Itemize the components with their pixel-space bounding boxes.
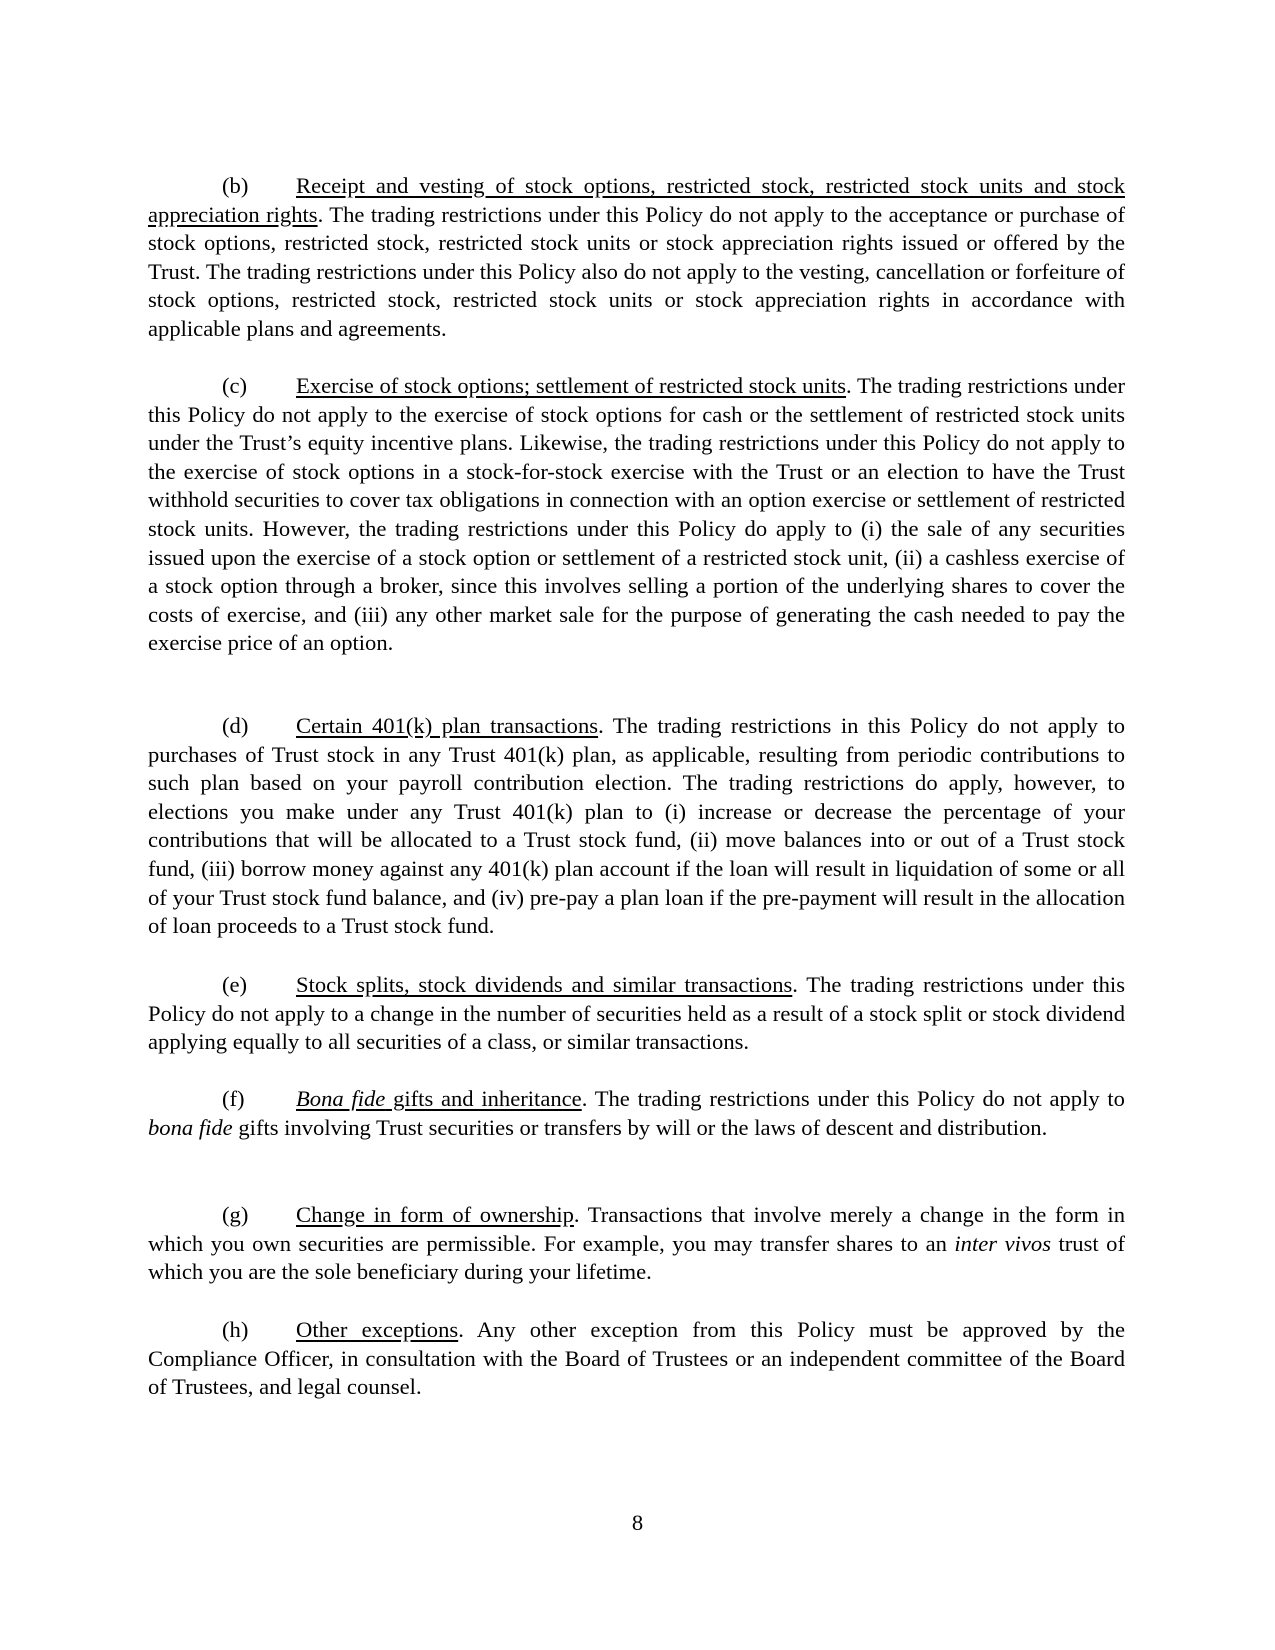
section-body: trust of which you are the sole beneficiary during your lifetime. bbox=[148, 1230, 1125, 1285]
section-marker: (f) bbox=[222, 1086, 245, 1111]
section-body: . The trading restrictions under this Policy do not apply to a change in the number of securities held as a result of a stock split or stock dividend applying equally to all securities of a class, or similar transactions. bbox=[148, 972, 1125, 1055]
section-body: . The trading restrictions under this Policy do not apply to the exercise of stock options for cash or the settlement of restricted stock units under the Trust’s equity incentive plans. Likewise, the trading restrictions under this Policy do not apply to the exercise of stock options in a stock-for-stock exercise with the Trust or an election to have the Trust withhold securities to cover tax obligations in connection with an option exercise or settlement of restricted stock units. However, the trading restrictions under this Policy do apply to (i) the sale of any securities issued upon the exercise of a stock option or settlement of a restricted stock unit, (ii) a cashless exercise of a stock option through a broker, since this involves selling a portion of the underlying shares to cover the costs of exercise, and (iii) any other market sale for the purpose of generating the cash needed to pay the exercise price of an option. bbox=[148, 373, 1126, 656]
section-body-italic: bona fide bbox=[148, 1114, 233, 1140]
section-e bbox=[148, 971, 1125, 1057]
section-body: . Any other exception from this Policy must be approved by the Compliance Officer, in consultation with the Board of Trustees or an independent committee of the Board of Trustees, and legal counsel. bbox=[148, 1317, 1125, 1400]
section-marker: (e) bbox=[222, 972, 248, 997]
section-marker: (b) bbox=[222, 173, 249, 198]
section-body-italic: inter vivos bbox=[954, 1230, 1051, 1256]
section-body-pre: . Transactions that involve merely a change in the form in which you own securities are permissible. For example, you may transfer shares to an bbox=[148, 1202, 1125, 1256]
section-b bbox=[148, 172, 1125, 344]
section-marker: (c) bbox=[222, 373, 248, 398]
section-heading: Stock splits, stock dividends and similar transactions bbox=[296, 972, 793, 997]
section-heading-text: gifts and inheritance bbox=[385, 1086, 582, 1111]
section-c bbox=[148, 372, 1125, 658]
section-marker: (h) bbox=[222, 1317, 249, 1342]
section-marker: (d) bbox=[222, 713, 249, 738]
section-heading: Certain 401(k) plan transactions bbox=[296, 713, 599, 738]
section-heading bbox=[296, 1086, 582, 1111]
section-h bbox=[148, 1316, 1125, 1402]
section-heading: Change in form of ownership bbox=[296, 1202, 574, 1227]
section-heading: Exercise of stock options; settlement of restricted stock units bbox=[296, 373, 847, 398]
section-g bbox=[148, 1201, 1125, 1287]
section-body: . The trading restrictions in this Policy do not apply to purchases of Trust stock in any Trust 401(k) plan, as applicable, resulting from periodic contributions to such plan based on your payroll contribution election. The trading restrictions do apply, however, to elections you make under any Trust 401(k) plan to (i) increase or decrease the percentage of your contributions that will be allocated to a Trust stock fund, (ii) move balances into or out of a Trust stock fund, (iii) borrow money against any 401(k) plan account if the loan will result in liquidation of some or all of your Trust stock fund balance, and (iv) pre-pay a plan loan if the pre-payment will result in the allocation of loan proceeds to a Trust stock fund. bbox=[148, 713, 1126, 939]
section-body-pre: . The trading restrictions under this Policy do not apply to bbox=[581, 1086, 1125, 1111]
section-d bbox=[148, 712, 1125, 941]
section-marker: (g) bbox=[222, 1202, 249, 1227]
section-body: gifts involving Trust securities or transfers by will or the laws of descent and distribution. bbox=[232, 1114, 1048, 1140]
page-number: 8 bbox=[631, 1510, 644, 1535]
section-f bbox=[148, 1085, 1125, 1142]
section-heading: Receipt and vesting of stock options, restricted stock, restricted stock units and stock appreciation rights bbox=[148, 173, 1125, 227]
section-body: . The trading restrictions under this Policy do not apply to the acceptance or purchase of stock options, restricted stock, restricted stock units or stock appreciation rights issued or offered by the Trust. The trading restrictions under this Policy also do not apply to the vesting, cancellation or forfeiture of stock options, restricted stock, restricted stock units or stock appreciation rights in accordance with applicable plans and agreements. bbox=[148, 201, 1125, 341]
section-heading: Other exceptions bbox=[296, 1317, 459, 1342]
section-heading-italic: Bona fide bbox=[296, 1086, 386, 1111]
